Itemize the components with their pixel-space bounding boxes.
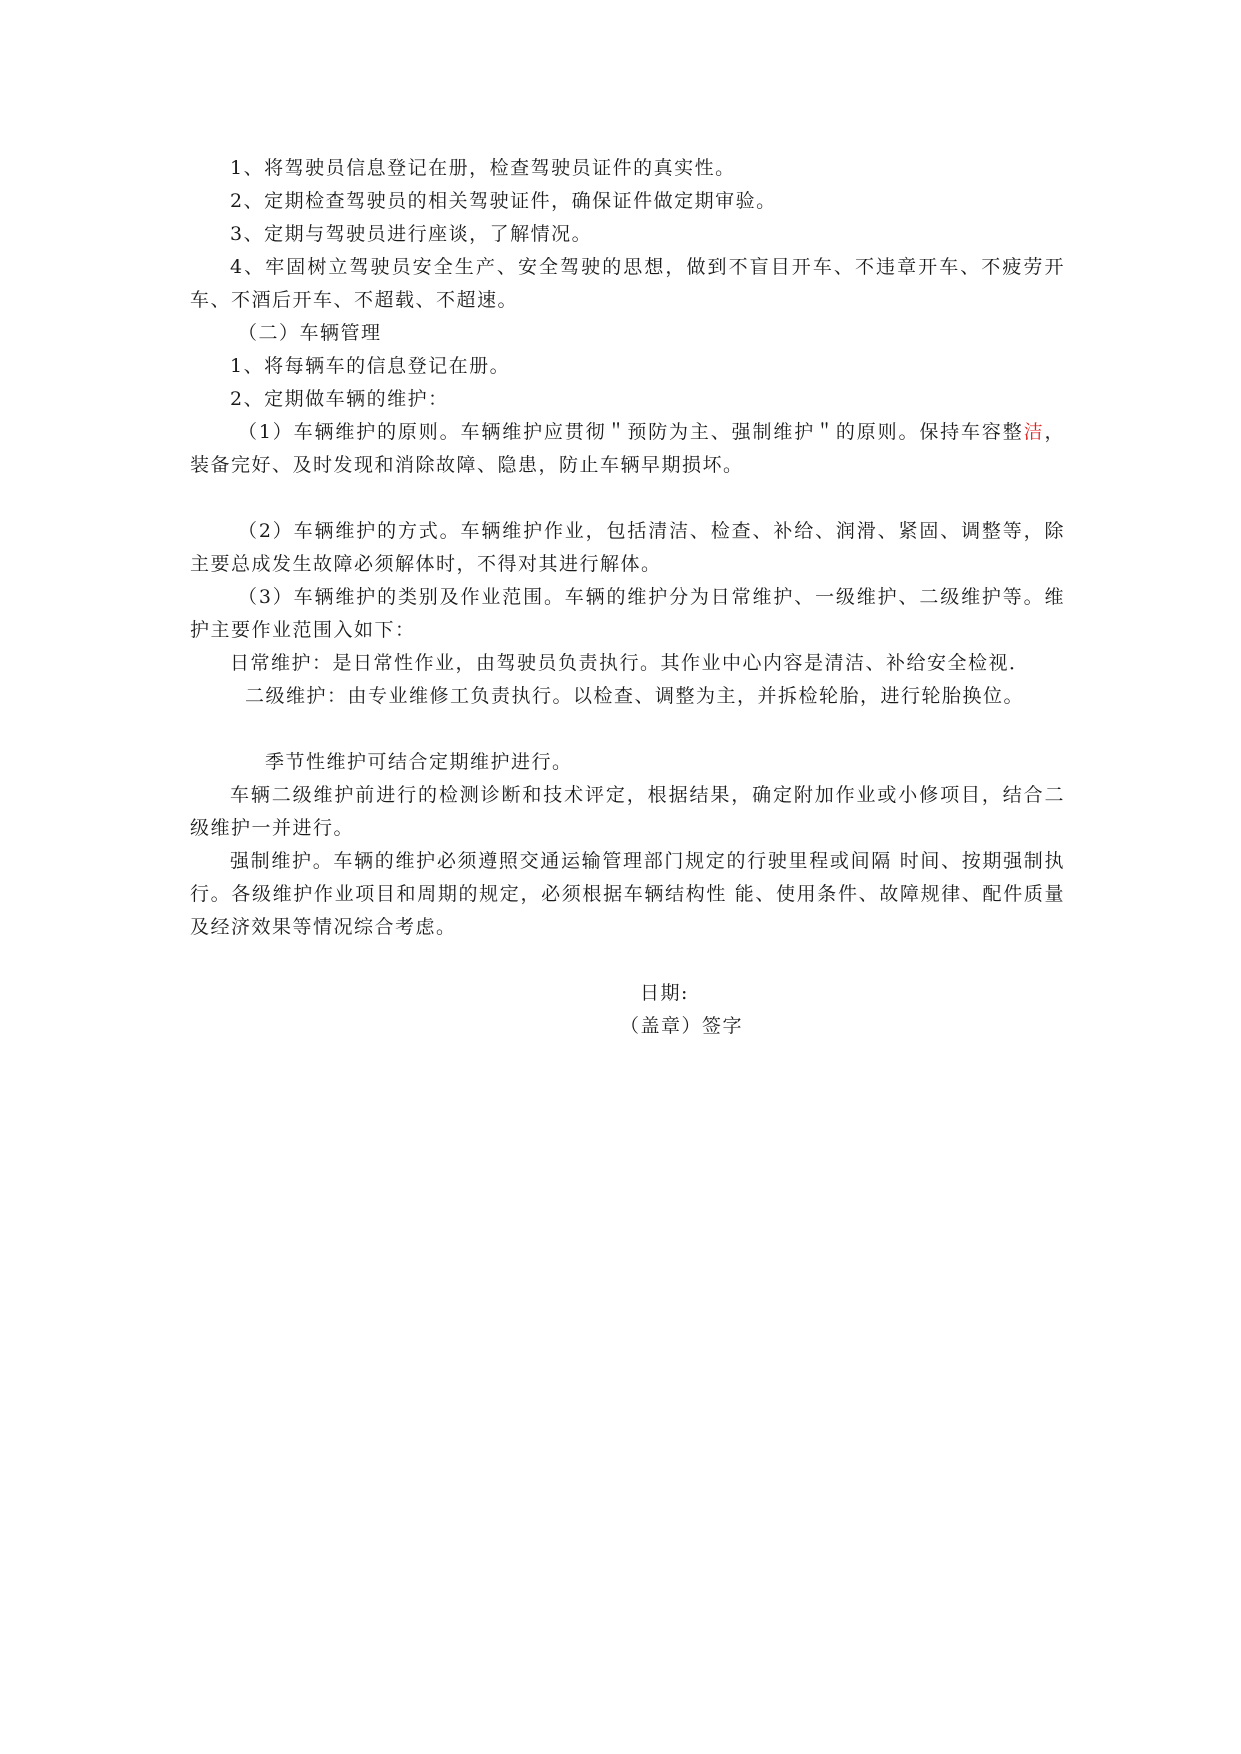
spacer (190, 713, 1065, 746)
paragraph-maintenance-categories: （3）车辆维护的类别及作业范围。车辆的维护分为日常维护、一级维护、二级维护等。维护主要作业范围入如下： (190, 586, 1065, 641)
principle-text-b: ，装备完好、及时发现和消除故障、隐患，防止车辆早期损坏。 (190, 421, 1065, 476)
section-heading-vehicle-management: （二）车辆管理 (238, 322, 382, 344)
paragraph-daily-maintenance: 日常维护：是日常性作业，由驾驶员负责执行。其作业中心内容是清洁、补给安全检视． (230, 652, 1030, 674)
paragraph-safety-awareness: 4、牢固树立驾驶员安全生产、安全驾驶的思想，做到不盲目开车、不违章开车、不疲劳开车、不酒后开车、不超载、不超速。 (190, 256, 1065, 311)
paragraph-driver-meeting: 3、定期与驾驶员进行座谈，了解情况。 (230, 223, 593, 245)
paragraph-driver-registration: 1、将驾驶员信息登记在册，检查驾驶员证件的真实性。 (230, 157, 736, 179)
paragraph-maintenance-method: （2）车辆维护的方式。车辆维护作业，包括清洁、检查、补给、润滑、紧固、调整等，除主要总成发生故障必须解体时，不得对其进行解体。 (190, 520, 1065, 575)
document-body (190, 152, 1065, 1043)
spacer (190, 482, 1065, 515)
principle-text-red: 洁 (1023, 421, 1045, 443)
paragraph-level2-diagnosis: 车辆二级维护前进行的检测诊断和技术评定，根据结果，确定附加作业或小修项目，结合二级维护一并进行。 (190, 784, 1065, 839)
date-label: 日期: (640, 982, 689, 1004)
paragraph-mandatory-maintenance: 强制维护。车辆的维护必须遵照交通运输管理部门规定的行驶里程或间隔 时间、按期强制执行。各级维护作业项目和周期的规定，必须根据车辆结构性 能、使用条件、故障规律、配件质量及经济效果等情况综合考虑。 (190, 850, 1065, 938)
seal-signature-label: （盖章）签字 (620, 1015, 744, 1037)
paragraph-maintenance-principle (190, 416, 1065, 482)
spacer (190, 944, 1065, 977)
principle-text-a: （1）车辆维护的原则。车辆维护应贯彻＂预防为主、强制维护＂的原则。保持车容整 (238, 421, 1024, 443)
paragraph-level2-maintenance: 二级维护：由专业维修工负责执行。以检查、调整为主，并拆检轮胎，进行轮胎换位。 (245, 685, 1025, 707)
paragraph-license-check: 2、定期检查驾驶员的相关驾驶证件，确保证件做定期审验。 (230, 190, 777, 212)
paragraph-vehicle-registration: 1、将每辆车的信息登记在册。 (230, 355, 511, 377)
paragraph-seasonal-maintenance: 季节性维护可结合定期维护进行。 (265, 751, 573, 773)
paragraph-maintenance-intro: 2、定期做车辆的维护： (230, 388, 449, 410)
